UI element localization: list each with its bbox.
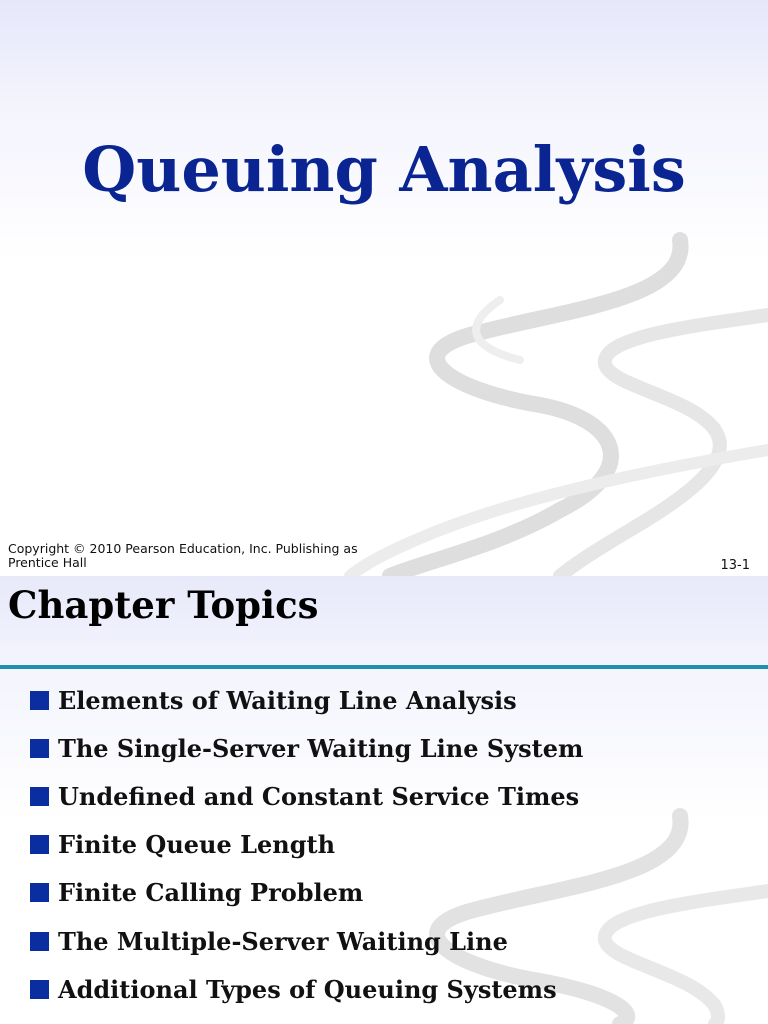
topic-text: Finite Calling Problem [58,878,364,908]
topic-item [30,821,583,869]
copyright-text: Copyright © 2010 Pearson Education, Inc. Publishing as Prentice Hall [8,541,358,570]
square-bullet-icon [30,691,49,710]
topic-list [30,676,583,1013]
topic-text: Additional Types of Queuing Systems [58,974,557,1004]
square-bullet-icon [30,787,49,806]
topic-text: The Multiple-Server Waiting Line [58,926,508,956]
slide-title: Queuing Analysis [82,133,686,206]
page-number: 13-1 [720,558,750,573]
heading-divider [0,665,768,669]
chapter-topics-slide [0,576,768,1024]
square-bullet-icon [30,883,49,902]
topic-item [30,772,583,820]
topic-text: Elements of Waiting Line Analysis [58,685,517,715]
topic-item [30,965,583,1013]
square-bullet-icon [30,739,49,758]
topic-item [30,869,583,917]
square-bullet-icon [30,932,49,951]
topic-text: Undefined and Constant Service Times [58,781,580,811]
topic-text: Finite Queue Length [58,830,336,860]
square-bullet-icon [30,835,49,854]
topic-text: The Single-Server Waiting Line System [58,733,584,763]
topic-item [30,917,583,965]
topic-item [30,676,583,724]
square-bullet-icon [30,980,49,999]
slide-heading: Chapter Topics [8,583,319,627]
topic-item [30,724,583,772]
